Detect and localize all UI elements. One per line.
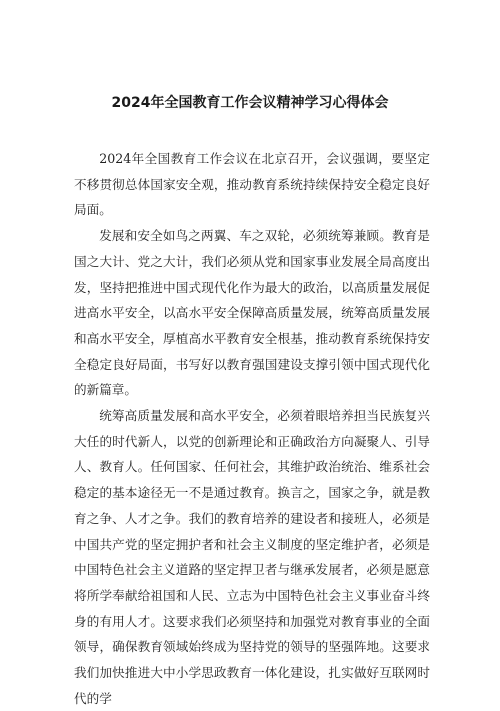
paragraph: 2024年全国教育工作会议在北京召开，会议强调，要坚定不移贯彻总体国家安全观，推动教育系统持续保持安全稳定良好局面。 xyxy=(74,151,430,218)
document-body xyxy=(74,146,430,711)
paragraph: 统筹高质量发展和高水平安全，必须着眼培养担当民族复兴大任的时代新人，以党的创新理论和正确政治方向凝聚人、引导人、教育人。任何国家、任何社会，其维护政治统治、维系社会稳定的基本途径无一不是通过教育。换言之，国家之争，就是教育之争、人才之争。我们的教育培养的建设者和接班人，必须是中国共产党的坚定拥护者和社会主义制度的坚定维护者，必须是中国特色社会主义道路的坚定捍卫者与继承发展者，必须是愿意将所学奉献给祖国和人民、立志为中国特色社会主义事业奋斗终身的有用人才。这要求我们必须坚持和加强党对教育事业的全面领导，确保教育领域始终成为坚持党的领导的坚强阵地。这要求我们加快推进大中小学思政教育一体化建设，扎实做好互联网时代的学 xyxy=(74,408,430,706)
paragraph: 发展和安全如鸟之两翼、车之双轮，必须统筹兼顾。教育是国之大计、党之大计，我们必须从党和国家事业发展全局高度出发，坚持把推进中国式现代化作为最大的政治，以高质量发展促进高水平安全，以高水平安全保障高质量发展，统筹高质量发展和高水平安全，厚植高水平教育安全根基，推动教育系统保持安全稳定良好局面，书写好以教育强国建设支撑引领中国式现代化的新篇章。 xyxy=(74,228,430,398)
document-title: 2024年全国教育工作会议精神学习心得体会 xyxy=(111,95,389,111)
